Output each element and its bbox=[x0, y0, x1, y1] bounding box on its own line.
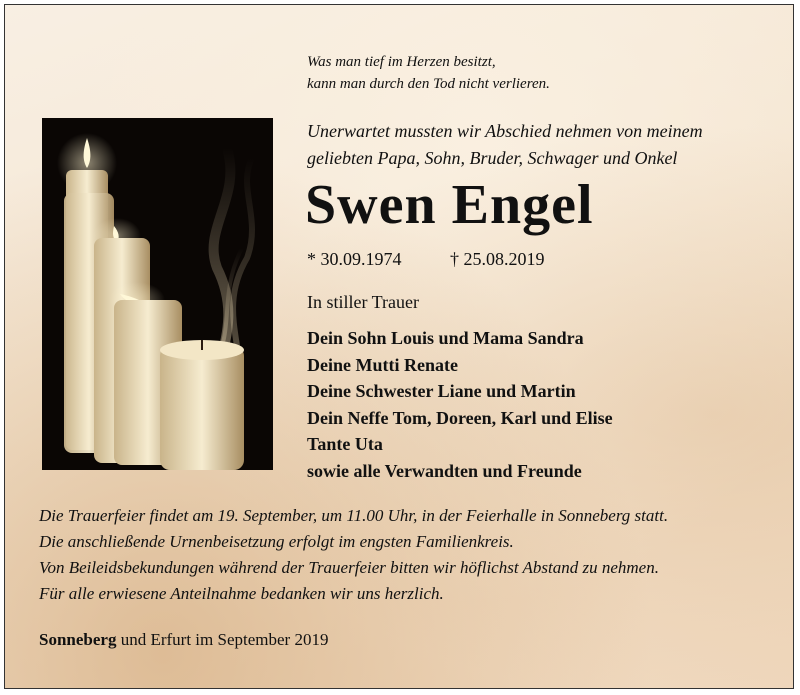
motto-quote bbox=[307, 51, 550, 95]
candles-icon bbox=[42, 118, 273, 470]
obituary-card bbox=[4, 4, 794, 689]
family-member: Dein Neffe Tom, Doreen, Karl und Elise bbox=[307, 407, 613, 428]
info-line: Die anschließende Urnenbeisetzung erfolgt im engsten Familienkreis. bbox=[39, 532, 514, 551]
motto-line-1: Was man tief im Herzen besitzt, bbox=[307, 54, 496, 70]
info-line: Für alle erwiesene Anteilnahme bedanken wir uns herzlich. bbox=[39, 584, 444, 603]
family-member: sowie alle Verwandten und Freunde bbox=[307, 460, 582, 481]
intro-text bbox=[307, 118, 777, 172]
info-line: Die Trauerfeier findet am 19. September, um 11.00 Uhr, in der Feierhalle in Sonneberg statt. bbox=[39, 506, 669, 525]
life-dates bbox=[307, 249, 545, 270]
motto-line-2: kann man durch den Tod nicht verlieren. bbox=[307, 76, 550, 92]
intro-line-1: Unerwartet mussten wir Abschied nehmen von meinem bbox=[307, 121, 703, 141]
family-member: Deine Schwester Liane und Martin bbox=[307, 381, 576, 401]
info-line: Von Beileidsbekundungen während der Trauerfeier bitten wir höflichst Abstand zu nehmen. bbox=[39, 558, 659, 577]
footer-place: Sonneberg bbox=[39, 630, 117, 649]
birth-date: * 30.09.1974 bbox=[307, 249, 402, 269]
intro-line-2: geliebten Papa, Sohn, Bruder, Schwager und Onkel bbox=[307, 148, 678, 168]
funeral-info bbox=[39, 503, 668, 607]
family-member: Tante Uta bbox=[307, 434, 383, 454]
family-list bbox=[307, 325, 613, 484]
footer-place-date bbox=[39, 630, 328, 650]
family-member: Deine Mutti Renate bbox=[307, 354, 458, 375]
mourning-label: In stiller Trauer bbox=[307, 292, 419, 312]
footer-rest: und Erfurt im September 2019 bbox=[116, 630, 329, 649]
death-date: † 25.08.2019 bbox=[450, 249, 545, 269]
deceased-name: Swen Engel bbox=[305, 174, 594, 236]
candles-photo bbox=[42, 118, 273, 470]
family-member: Dein Sohn Louis und Mama Sandra bbox=[307, 328, 584, 348]
